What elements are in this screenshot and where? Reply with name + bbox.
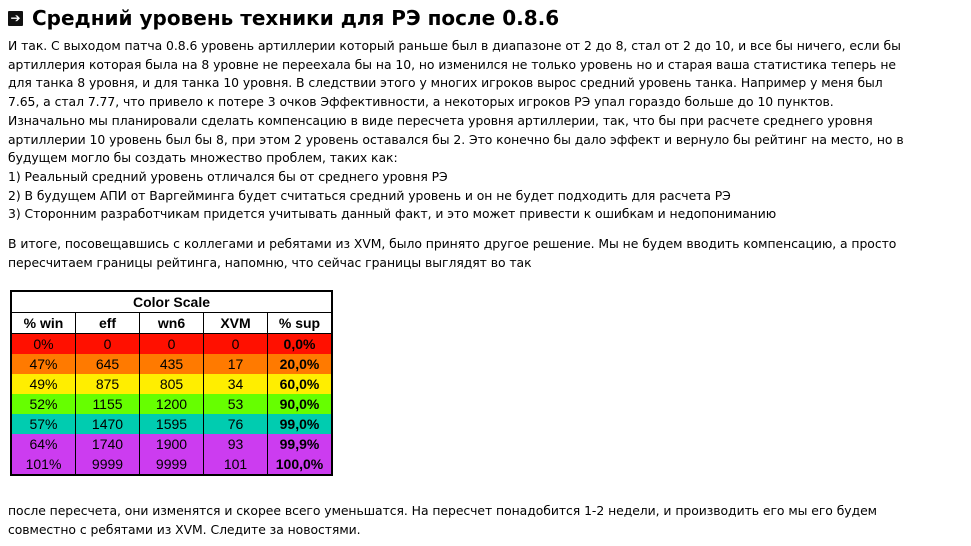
table-cell: 1900 xyxy=(140,434,204,454)
table-cell: 60,0% xyxy=(268,374,333,394)
text-line: 1) Реальный средний уровень отличался бы от среднего уровня РЭ xyxy=(8,168,448,184)
arrow-right-icon: ➔ xyxy=(8,11,23,26)
text-line: В итоге, посовещавшись с коллегами и ребятами из XVM, было принято другое решение. Мы не будем вводить компенсацию, а просто xyxy=(8,236,897,251)
table-cell: 53 xyxy=(204,394,268,414)
table-caption: Color Scale xyxy=(11,291,332,313)
table-cell: 1155 xyxy=(76,394,140,414)
table-cell: 875 xyxy=(76,374,140,394)
table-cell: 101 xyxy=(204,454,268,475)
table-row xyxy=(11,394,332,414)
table-cell: 805 xyxy=(140,374,204,394)
table-cell: 9999 xyxy=(140,454,204,475)
table-cell: 0 xyxy=(140,334,204,355)
table-cell: 99,9% xyxy=(268,434,333,454)
table-cell: 0 xyxy=(76,334,140,355)
table-row xyxy=(11,334,332,355)
table-cell: 93 xyxy=(204,434,268,454)
column-header: XVM xyxy=(204,313,268,334)
column-header: wn6 xyxy=(140,313,204,334)
text-line: артиллерия которая была на 8 уровне не переехала бы на 10, но изменился не только уровень но и старая ваша статистика теперь не xyxy=(8,56,896,72)
text-line: Изначально мы планировали сделать компенсацию в виде пересчета уровня артиллерии, так, что бы при расчете среднего уровня xyxy=(8,112,873,128)
table-cell: 34 xyxy=(204,374,268,394)
table-cell: 47% xyxy=(11,354,76,374)
table-cell: 20,0% xyxy=(268,354,333,374)
table-cell: 0 xyxy=(204,334,268,355)
table-cell: 0% xyxy=(11,334,76,355)
table-row xyxy=(11,434,332,454)
table-cell: 1595 xyxy=(140,414,204,434)
table-cell: 57% xyxy=(11,414,76,434)
table-cell: 9999 xyxy=(76,454,140,475)
text-line: И так. С выходом патча 0.8.6 уровень артиллерии который раньше был в диапазоне от 2 до 8, стал от 2 до 10, и все бы ничего, если бы xyxy=(8,38,901,53)
table-cell: 645 xyxy=(76,354,140,374)
table-cell: 64% xyxy=(11,434,76,454)
table-cell: 17 xyxy=(204,354,268,374)
table-cell: 52% xyxy=(11,394,76,414)
text-line: для танка 8 уровня, и для танка 10 уровня. В следствии этого у многих игроков вырос средний уровень танка. Например у меня был xyxy=(8,75,883,91)
table-cell: 49% xyxy=(11,374,76,394)
color-scale-table xyxy=(10,290,333,476)
text-line: 7.65, а стал 7.77, что привело к потере 3 очков Эффективности, а некоторых игроков РЭ упал гораздо больше до 10 пунктов. xyxy=(8,94,834,110)
title-text: Средний уровень техники для РЭ после 0.8.6 xyxy=(32,6,560,30)
text-line: будущем могло бы создать множество проблем, таких как: xyxy=(8,150,398,166)
table-cell: 435 xyxy=(140,354,204,374)
table-cell: 100,0% xyxy=(268,454,333,475)
table-row xyxy=(11,414,332,434)
table-row xyxy=(11,454,332,475)
column-header: % win xyxy=(11,313,76,334)
table-cell: 1200 xyxy=(140,394,204,414)
table-cell: 1740 xyxy=(76,434,140,454)
text-line: 3) Сторонним разработчикам придется учитывать данный факт, и это может привести к ошибкам и недопониманию xyxy=(8,206,777,222)
page-title xyxy=(8,6,559,30)
table-row xyxy=(11,374,332,394)
table-cell: 90,0% xyxy=(268,394,333,414)
text-line: артиллерии 10 уровень был бы 8, при этом 2 уровень оставался бы 2. Это конечно бы дало эффект и вернуло бы рейтинг на место, но в xyxy=(8,131,904,147)
table-cell: 1470 xyxy=(76,414,140,434)
table-cell: 101% xyxy=(11,454,76,475)
table-cell: 76 xyxy=(204,414,268,434)
text-line: после пересчета, они изменятся и скорее всего уменьшатся. На пересчет понадобится 1-2 недели, и производить его мы его будем xyxy=(8,503,877,518)
text-line: совместно с ребятами из XVM. Следите за новостями. xyxy=(8,521,361,537)
table-cell: 0,0% xyxy=(268,334,333,355)
table-header-row xyxy=(11,313,332,334)
column-header: % sup xyxy=(268,313,333,334)
text-line: 2) В будущем АПИ от Варгейминга будет считаться средний уровень и он не будет подходить для расчета РЭ xyxy=(8,187,731,203)
table-row xyxy=(11,354,332,374)
table-cell: 99,0% xyxy=(268,414,333,434)
column-header: eff xyxy=(76,313,140,334)
text-line: пересчитаем границы рейтинга, напомню, что сейчас границы выглядят во так xyxy=(8,254,532,270)
